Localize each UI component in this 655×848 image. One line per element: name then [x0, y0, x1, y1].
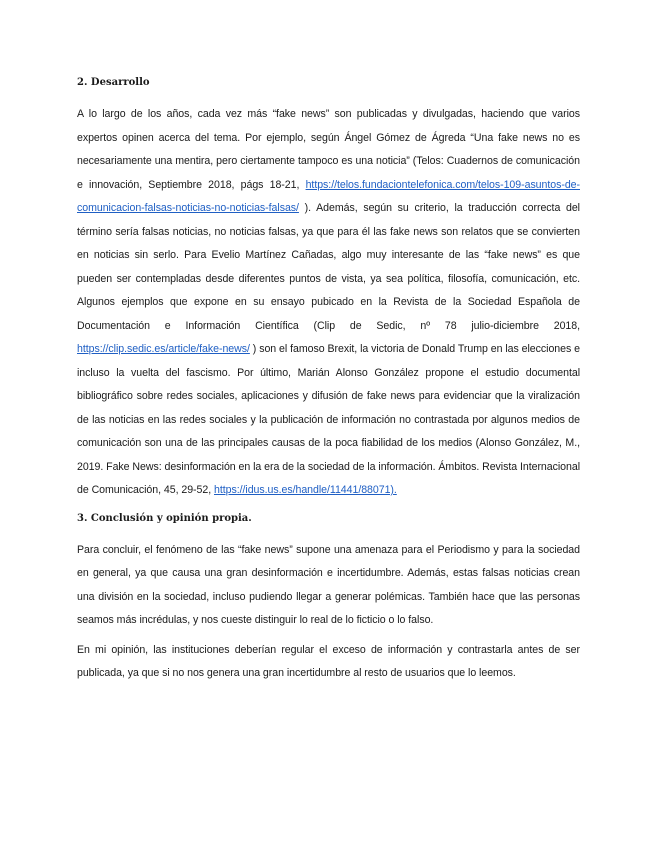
opinion-paragraph: En mi opinión, las instituciones deberían regular el exceso de información y contrastarla antes de ser publicada, ya que si no nos genera una gran incertidumbre al resto de usuarios que lo leemos. [77, 643, 580, 679]
section-heading-conclusion: 3. Conclusión y opinión propia. [77, 512, 252, 524]
document-page [77, 75, 580, 691]
section-heading-desarrollo: 2. Desarrollo [77, 77, 150, 88]
sedic-link[interactable]: https://clip.sedic.es/article/fake-news/ [77, 343, 250, 355]
conclusion-paragraph: Para concluir, el fenómeno de las “fake news” supone una amenaza para el Periodismo y para la sociedad en general, ya que causa una gran desinformación e incertidumbre. Además, estas falsas noticias crean una división en la sociedad, incluso pudiendo llegar a generar polémicas. También hace que las personas seamos más incrédulas, y nos cueste distinguir lo real de lo ficticio o lo falso. [77, 543, 580, 626]
paragraph-text: A lo largo de los años, cada vez más “fake news” son publicadas y divulgadas, haciendo que varios expertos opinen acerca del tema. Por ejemplo, según Ángel Gómez de Ágreda “Una fake news no es necesariamente una mentira, pero ciertamente tampoco es una noticia” (Telos: Cuadernos de comunicación e innovación, Septiembre 2018, págs 18-21, [77, 108, 580, 191]
idus-link[interactable]: https://idus.us.es/handle/11441/88071). [214, 484, 397, 496]
desarrollo-paragraph [77, 103, 580, 503]
telos-link[interactable]: https://telos.fundaciontelefonica.com/telos-109-asuntos-de-comunicacion-falsas-noticias-no-noticias-falsas/ [77, 178, 580, 214]
paragraph-text: ). Además, según su criterio, la traducción correcta del término sería falsas noticias, no noticias falsas, ya que para él las fake news son relatos que se convierten en noticias sin serlo. Para Evelio Martínez Cañadas, algo muy interesante de las “fake news” es que pueden ser contempladas desde diferentes puntos de vista, ya sea política, filosofía, comunicación, etc. Algunos ejemplos que expone en su ensayo pubicado en la Revista de la Sociedad Española de Documentación e Información Científica (Clip de Sedic, nº 78 julio-diciembre 2018, [77, 202, 580, 332]
paragraph-text: ) son el famoso Brexit, la victoria de Donald Trump en las elecciones e incluso la vuelta del fascismo. Por último, Marián Alonso González propone el estudio documental bibliográfico sobre redes sociales, aplicaciones y difusión de fake news para evidenciar que la viralización de las noticias en las redes sociales y la publicación de información no contrastada por algunos medios de comunicación son una de las principales causas de la poca fiabilidad de los medios (Alonso González, M., 2019. Fake News: desinformación en la era de la sociedad de la información. Ámbitos. Revista Internacional de Comunicación, 45, 29-52, [77, 343, 580, 496]
